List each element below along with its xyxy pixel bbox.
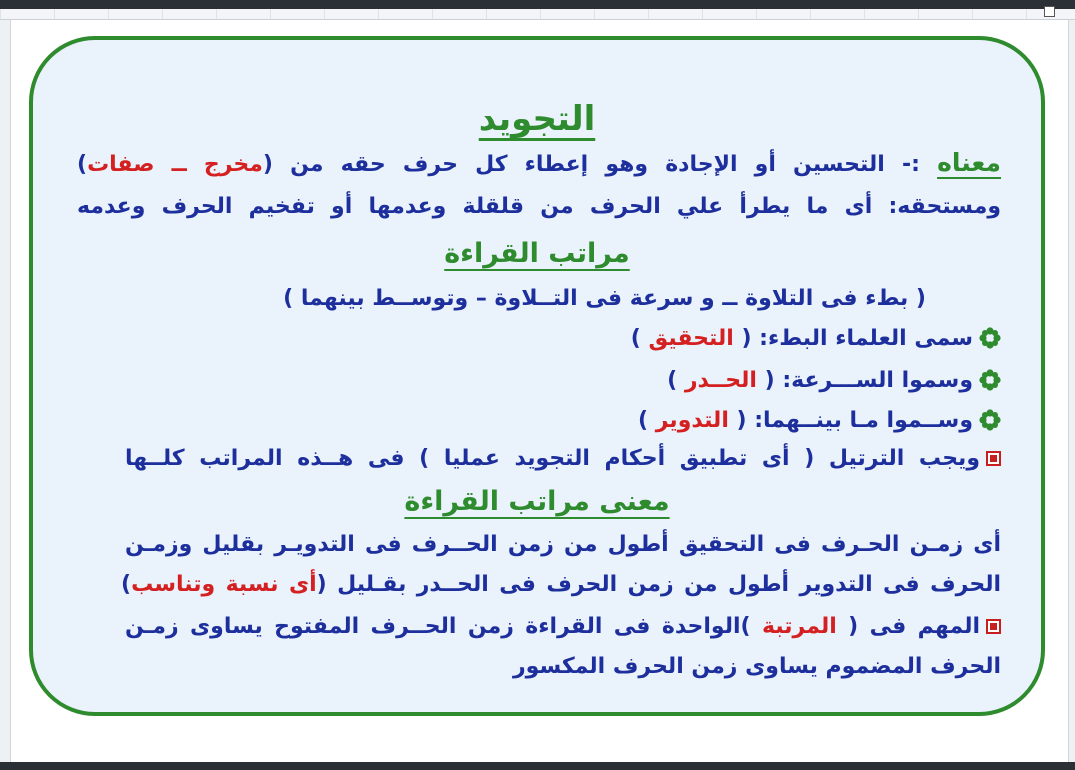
definition-text: :- التحسين أو الإجادة وهو إعطاء كل حرف حقه من ( bbox=[262, 152, 938, 177]
flower-bullet-icon bbox=[979, 409, 1001, 431]
rank-item bbox=[73, 366, 1001, 396]
meaning-line-2-text: الحرف فى التدوير أطول من زمن الحرف فى الحــدر بقـليل ( bbox=[316, 572, 1002, 597]
tarteel-line bbox=[125, 444, 1001, 474]
rank-suffix: ) bbox=[638, 408, 656, 433]
definition-close: ) bbox=[77, 152, 88, 177]
rank-prefix: وســموا مـا بينــهما: ( bbox=[728, 408, 973, 433]
meaning-line-3 bbox=[125, 612, 1001, 642]
content-card bbox=[29, 36, 1045, 716]
card-content bbox=[33, 40, 1041, 712]
definition-label: معناه bbox=[937, 148, 1002, 177]
tarteel-text: ويجب الترتيل ( أى تطبيق أحكام التجويد عمليا ) فى هــذه المراتب كلــها bbox=[125, 446, 980, 471]
horizontal-ruler bbox=[0, 9, 1075, 20]
rank-suffix: ) bbox=[630, 326, 649, 351]
rank-item bbox=[73, 406, 1001, 436]
meaning-line-2-close: ) bbox=[121, 572, 132, 597]
flower-bullet-icon bbox=[979, 369, 1001, 391]
rank-prefix: وسموا الســـرعة: ( bbox=[756, 368, 973, 393]
meaning-line-3-highlight: المرتبة bbox=[761, 614, 837, 639]
page-title: التجويد bbox=[478, 99, 596, 139]
meaning-line-2-highlight: أى نسبة وتناسب bbox=[131, 572, 317, 597]
ranks-summary: ( بطء فى التلاوة ــ و سرعة فى التــلاوة – وتوســط بينهما ) bbox=[283, 286, 926, 311]
title-line bbox=[73, 96, 1001, 142]
section1-heading-line bbox=[73, 234, 1001, 274]
square-bullet-icon bbox=[986, 451, 1001, 466]
rank-value: الحــدر bbox=[684, 368, 757, 393]
right-page-margin bbox=[1068, 20, 1075, 762]
ranks-meaning-heading: معنى مراتب القراءة bbox=[404, 486, 670, 517]
definition-highlight: مخرج ــ صفات bbox=[87, 152, 263, 177]
rank-value: التدوير bbox=[655, 408, 729, 433]
rank-suffix: ) bbox=[667, 368, 685, 393]
meaning-line-3-prefix: المهم فى ( bbox=[836, 614, 980, 639]
meaning-line-4: الحرف المضموم يساوى زمن الحرف المكسور bbox=[512, 654, 1001, 679]
ruler-handle[interactable] bbox=[1044, 6, 1055, 17]
ranks-heading: مراتب القراءة bbox=[444, 238, 630, 269]
meaning-line-1: أى زمـن الحـرف فى التحقيق أطول من زمن الحــرف فى التدويـر بقليل وزمـن bbox=[125, 532, 1001, 557]
meaning-line-3-suffix: )الواحدة فى القراءة زمن الحــرف المفتوح يساوى زمـن bbox=[125, 614, 762, 639]
section2-heading-line bbox=[73, 482, 1001, 522]
window-top-bar bbox=[0, 0, 1075, 9]
due-line: ومستحقه: أى ما يطرأ علي الحرف من قلقلة وعدمها أو تفخيم الحرف وعدمه bbox=[77, 194, 1001, 219]
square-bullet-icon bbox=[986, 619, 1001, 634]
left-page-margin bbox=[0, 20, 11, 762]
window-bottom-bar bbox=[0, 762, 1075, 770]
meaning-line-2 bbox=[121, 570, 1001, 600]
definition-line bbox=[77, 148, 1001, 180]
flower-bullet-icon bbox=[979, 327, 1001, 349]
rank-item bbox=[73, 324, 1001, 354]
rank-prefix: سمى العلماء البطء: ( bbox=[733, 326, 973, 351]
rank-value: التحقيق bbox=[648, 326, 734, 351]
